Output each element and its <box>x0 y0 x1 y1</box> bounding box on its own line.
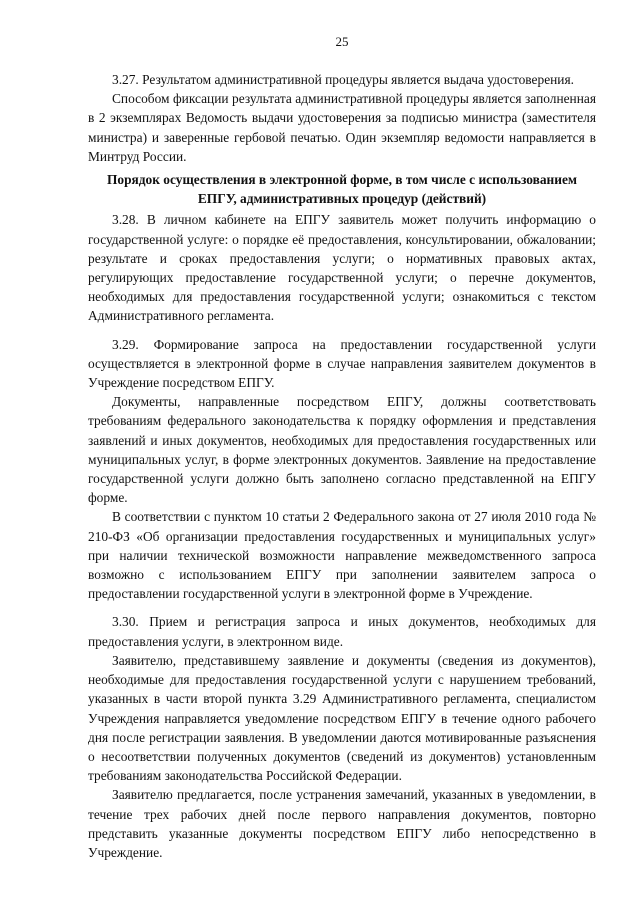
paragraph-notification: Заявителю, представившему заявление и документы (сведения из документов), необходимые для предоставления государственной услуги с нарушением требований, указанных в части второй пункта 3.29 Административного регламента, специалистом Учреждения направляется уведомление посредством ЕПГУ в течение одного рабочего дня после регистрации заявления. В уведомлении даются мотивированные разъяснения о несоответствии полученных документов (сведений из документов) установленным требованиям законодательства Российской Федерации. <box>88 652 596 784</box>
paragraph-3-27: 3.27. Результатом административной процедуры является выдача удостоверения. <box>112 72 574 87</box>
paragraph-3-29: 3.29. Формирование запроса на предоставлении государственной услуги осуществляется в электронной форме в случае направления заявителем документов в Учреждение посредством ЕПГУ. <box>88 336 596 391</box>
paragraph-3-30: 3.30. Прием и регистрация запроса и иных документов, необходимых для предоставления услуги, в электронном виде. <box>88 614 596 649</box>
paragraph-federal-law: В соответствии с пунктом 10 статьи 2 Федерального закона от 27 июля 2010 года № 210-ФЗ «Об организации предоставления государственных и муниципальных услуг» при наличии технической возможности направление межведомственного запроса возможно с использованием ЕПГУ при заполнении заявителем запроса о предоставлении государственной услуги в электронной форме в Учреждение. <box>88 509 596 602</box>
paragraph-3-28: 3.28. В личном кабинете на ЕПГУ заявитель может получить информацию о государственной услуге: о порядке её предоставления, консультировании, обжаловании; результате и сроках предоставления услуги; о нормативных правовых актах, регулирующих предоставление государственной услуги; о перечне документов, необходимых для предоставления государственной услуги; ознакомиться с текстом Административного регламента. <box>88 212 596 324</box>
paragraph-fixation: Способом фиксации результата административной процедуры является заполненная в 2 экземплярах Ведомость выдачи удостоверения за подписью министра (заместителя министра) и заверенные гербовой печатью. Один экземпляр ведомости направляется в Минтруд России. <box>88 91 596 164</box>
document-page <box>88 34 596 862</box>
paragraph-resubmission: Заявителю предлагается, после устранения замечаний, указанных в уведомлении, в течение трех рабочих дней после первого направления документов, повторно представить указанные документы посредством ЕПГУ либо непосредственно в Учреждение. <box>88 787 596 860</box>
section-heading: Порядок осуществления в электронной форме, в том числе с использованием ЕПГУ, административных процедур (действий) <box>106 172 578 207</box>
page-number: 25 <box>335 34 349 49</box>
paragraph-documents: Документы, направленные посредством ЕПГУ, должны соответствовать требованиям федерального законодательства к порядку оформления и представления заявлений и иных документов, необходимых для предоставления государственных или муниципальных услуг, в форме электронных документов. Заявление на предоставление государственной услуги должно быть заполнено согласно представленной на ЕПГУ форме. <box>88 394 596 506</box>
